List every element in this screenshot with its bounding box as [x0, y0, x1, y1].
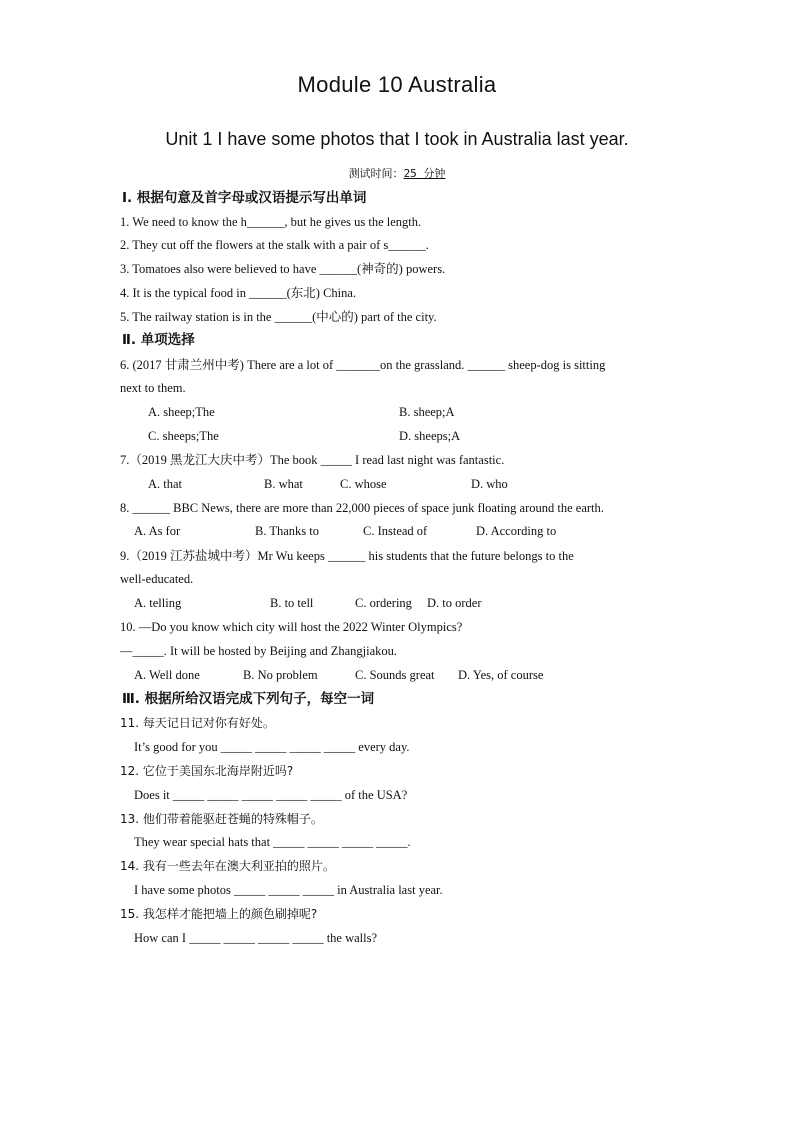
question-9-option-d: D. to order — [427, 596, 482, 610]
question-6-line-1: 6. (2017 甘肃兰州中考) There are a lot of _______on the grassland. ______ sheep-dog is sitting — [120, 358, 606, 372]
question-10-option-a: A. Well done — [134, 668, 200, 682]
unit-title: Unit 1 I have some photos that I took in Australia last year. — [165, 129, 629, 149]
question-10-option-b: B. No problem — [243, 668, 318, 682]
question-7-option-b: B. what — [264, 477, 303, 491]
question-4: 4. It is the typical food in ______(东北) China. — [120, 286, 357, 300]
test-time-value: 25 分钟 — [403, 167, 446, 180]
question-9-option-c: C. ordering — [355, 596, 412, 610]
question-13-english: They wear special hats that _____ _____ _____ _____. — [134, 835, 411, 849]
question-9-option-b: B. to tell — [270, 596, 314, 610]
question-8-option-c: C. Instead of — [363, 524, 428, 538]
module-title: Module 10 Australia — [297, 72, 497, 97]
question-3: 3. Tomatoes also were believed to have ______(神奇的) powers. — [120, 262, 446, 276]
section-1-heading: Ⅰ. 根据句意及首字母或汉语提示写出单词 — [122, 190, 367, 206]
question-6-option-a: A. sheep;The — [148, 405, 215, 419]
question-2: 2. They cut off the flowers at the stalk with a pair of s______. — [120, 238, 429, 252]
question-11-chinese: 11. 每天记日记对你有好处。 — [120, 716, 275, 730]
question-10-line-1: 10. —Do you know which city will host the 2022 Winter Olympics? — [120, 620, 463, 634]
question-12-english: Does it _____ _____ _____ _____ _____ of the USA? — [134, 788, 408, 802]
question-7-option-d: D. who — [471, 477, 508, 491]
question-9-option-a: A. telling — [134, 596, 182, 610]
question-6-line-2: next to them. — [120, 381, 186, 395]
question-6-option-c: C. sheeps;The — [148, 429, 219, 443]
question-7-option-a: A. that — [148, 477, 183, 491]
question-15-english: How can I _____ _____ _____ _____ the walls? — [134, 931, 378, 945]
test-time — [0, 165, 794, 181]
question-7-line-1: 7.（2019 黑龙江大庆中考）The book _____ I read last night was fantastic. — [120, 453, 505, 467]
question-7-option-c: C. whose — [340, 477, 387, 491]
question-14-english: I have some photos _____ _____ _____ in Australia last year. — [134, 883, 443, 897]
question-14-chinese: 14. 我有一些去年在澳大利亚拍的照片。 — [120, 859, 335, 873]
question-6-option-b: B. sheep;A — [399, 405, 455, 419]
question-8-option-b: B. Thanks to — [255, 524, 320, 538]
question-10-option-c: C. Sounds great — [355, 668, 435, 682]
question-9-line-2: well-educated. — [120, 572, 194, 586]
question-8-option-a: A. As for — [134, 524, 181, 538]
question-6-option-d: D. sheeps;A — [399, 429, 461, 443]
question-9-line-1: 9.（2019 江苏盐城中考）Mr Wu keeps ______ his students that the future belongs to the — [120, 549, 574, 563]
question-8-line-1: 8. ______ BBC News, there are more than 22,000 pieces of space junk floating around the earth. — [120, 501, 604, 515]
question-13-chinese: 13. 他们带着能驱赶苍蝇的特殊帽子。 — [120, 812, 323, 826]
test-time-label: 测试时间： — [348, 167, 404, 180]
question-8-option-d: D. According to — [476, 524, 557, 538]
question-10-line-2: —_____. It will be hosted by Beijing and Zhangjiakou. — [120, 644, 398, 658]
section-3-heading: Ⅲ. 根据所给汉语完成下列句子，每空一词 — [122, 691, 375, 707]
section-2-heading: Ⅱ. 单项选择 — [122, 332, 195, 348]
question-12-chinese: 12. 它位于美国东北海岸附近吗? — [120, 764, 294, 778]
question-1: 1. We need to know the h______, but he gives us the length. — [120, 215, 422, 229]
question-5: 5. The railway station is in the ______(中心的) part of the city. — [120, 310, 437, 324]
question-10-option-d: D. Yes, of course — [458, 668, 544, 682]
question-11-english: It’s good for you _____ _____ _____ _____ every day. — [134, 740, 410, 754]
question-15-chinese: 15. 我怎样才能把墙上的颜色刷掉呢? — [120, 907, 318, 921]
